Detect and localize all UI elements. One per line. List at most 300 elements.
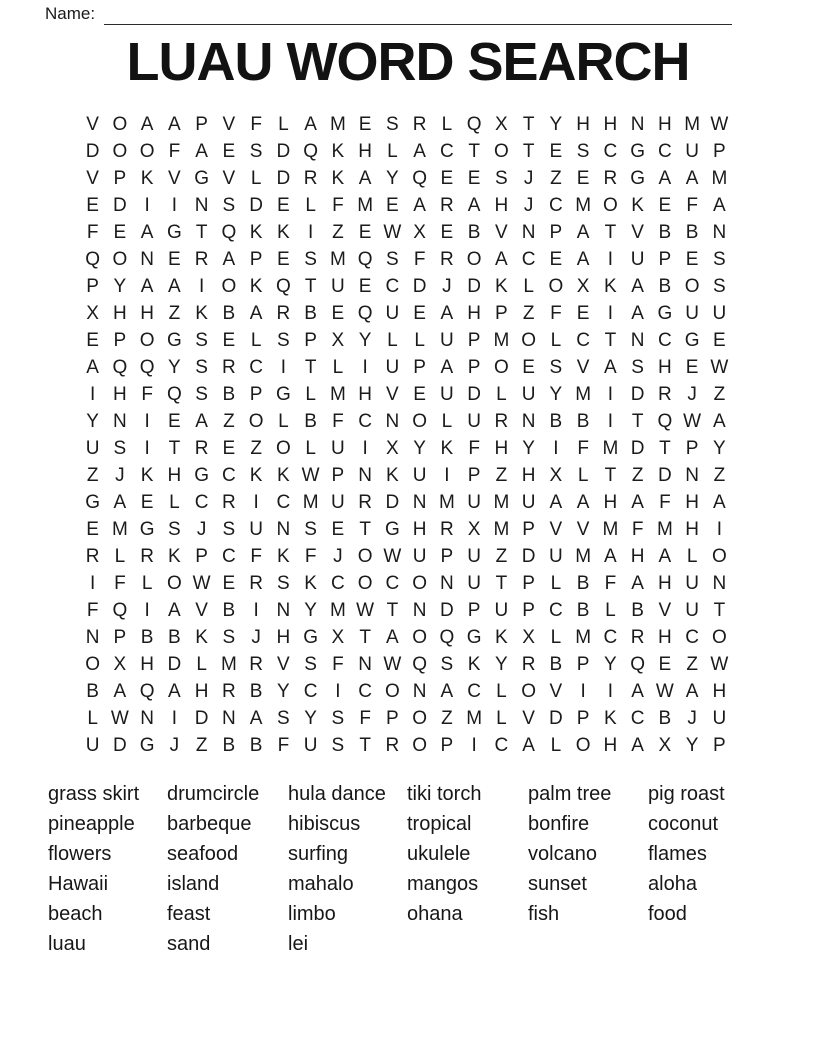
grid-letter: P (576, 707, 590, 729)
grid-letter: K (331, 167, 345, 189)
grid-letter: P (195, 113, 208, 135)
grid-letter: B (631, 599, 644, 621)
grid-letter: D (412, 275, 427, 297)
grid-letter: W (383, 545, 402, 567)
grid-letter: E (576, 302, 590, 324)
grid-row (79, 219, 733, 246)
grid-letter: F (250, 545, 262, 567)
grid-letter: S (713, 248, 726, 270)
grid-letter: A (386, 626, 399, 648)
grid-letter: M (575, 383, 592, 405)
grid-letter: X (331, 626, 345, 648)
grid-letter: A (631, 302, 644, 324)
grid-letter: A (304, 113, 317, 135)
grid-letter: B (249, 734, 263, 756)
grid-letter: G (466, 626, 482, 648)
grid-letter: V (86, 113, 99, 135)
grid-letter: Q (166, 383, 182, 405)
grid-letter: Q (630, 653, 646, 675)
grid-letter: N (412, 599, 427, 621)
word-item: surfing (288, 843, 349, 865)
grid-letter: S (440, 653, 454, 675)
grid-letter: O (602, 194, 618, 216)
grid-letter: Z (713, 464, 726, 486)
grid-letter: C (331, 572, 345, 594)
grid-letter: L (550, 572, 562, 594)
grid-letter: Q (357, 302, 373, 324)
grid-letter: V (495, 221, 508, 243)
grid-letter: V (222, 167, 236, 189)
grid-letter: H (494, 194, 509, 216)
grid-letter: N (194, 194, 209, 216)
grid-letter: D (276, 140, 291, 162)
grid-letter: J (169, 734, 180, 756)
grid-letter: W (301, 464, 320, 486)
grid-letter: W (192, 572, 211, 594)
grid-letter: O (248, 410, 264, 432)
grid-letter: C (658, 140, 672, 162)
grid-letter: I (553, 437, 559, 459)
grid-letter: F (577, 437, 589, 459)
grid-letter: U (331, 275, 345, 297)
grid-row (79, 597, 733, 624)
grid-letter: U (521, 383, 536, 405)
grid-row (79, 138, 733, 165)
grid-letter: J (333, 545, 343, 567)
grid-letter: Z (522, 302, 535, 324)
grid-letter: K (604, 275, 617, 297)
grid-letter: W (356, 599, 375, 621)
grid-letter: Y (277, 680, 290, 702)
grid-letter: Y (522, 437, 535, 459)
grid-letter: Z (195, 734, 208, 756)
grid-letter: O (139, 140, 155, 162)
grid-letter: Q (303, 140, 319, 162)
grid-letter: P (113, 626, 127, 648)
grid-letter: X (576, 275, 590, 297)
grid-letter: U (685, 599, 699, 621)
grid-letter: N (113, 410, 127, 432)
grid-letter: N (521, 221, 536, 243)
grid-letter: U (303, 734, 318, 756)
grid-letter: K (331, 140, 345, 162)
grid-letter: Q (657, 410, 673, 432)
grid-letter: L (387, 329, 398, 351)
grid-letter: U (685, 572, 699, 594)
grid-letter: W (710, 356, 729, 378)
grid-letter: Y (495, 653, 508, 675)
grid-letter: E (713, 329, 726, 351)
grid-letter: I (253, 599, 259, 621)
grid-letter: F (141, 383, 153, 405)
grid-letter: H (167, 464, 182, 486)
grid-letter: W (110, 707, 129, 729)
grid-letter: R (603, 167, 618, 189)
word-list (0, 779, 816, 989)
grid-letter: A (604, 356, 617, 378)
grid-letter: P (713, 140, 726, 162)
grid-letter: O (466, 248, 482, 270)
grid-letter: P (440, 545, 454, 567)
grid-letter: Q (466, 113, 482, 135)
grid-letter: G (139, 518, 155, 540)
grid-letter: O (493, 356, 509, 378)
grid-letter: C (549, 194, 563, 216)
grid-letter: H (685, 518, 699, 540)
word-item: coconut (648, 813, 719, 835)
grid-letter: R (494, 410, 509, 432)
grid-letter: U (412, 464, 427, 486)
grid-letter: J (687, 383, 697, 405)
grid-letter: U (712, 707, 727, 729)
grid-letter: H (467, 302, 481, 324)
grid-letter: A (140, 275, 154, 297)
grid-letter: C (249, 356, 263, 378)
grid-letter: L (387, 140, 398, 162)
grid-letter: O (412, 707, 428, 729)
grid-letter: V (195, 599, 208, 621)
grid-letter: U (440, 383, 454, 405)
grid-letter: Q (221, 221, 237, 243)
grid-letter: R (630, 626, 645, 648)
grid-letter: E (467, 167, 481, 189)
grid-letter: D (167, 653, 182, 675)
name-label: Name: (45, 4, 96, 23)
grid-letter: J (251, 626, 261, 648)
grid-letter: Q (85, 248, 101, 270)
grid-letter: O (384, 680, 400, 702)
grid-letter: M (493, 518, 510, 540)
grid-letter: X (386, 437, 399, 459)
grid-letter: E (549, 248, 563, 270)
grid-letter: F (304, 545, 317, 567)
grid-letter: U (385, 356, 400, 378)
grid-letter: A (249, 302, 263, 324)
grid-letter: I (444, 464, 450, 486)
grid-letter: K (631, 194, 644, 216)
word-item: Hawaii (48, 873, 109, 895)
grid-letter: Z (495, 464, 508, 486)
grid-letter: P (549, 221, 563, 243)
grid-letter: C (440, 140, 454, 162)
grid-letter: E (386, 194, 399, 216)
grid-letter: P (249, 248, 263, 270)
grid-letter: C (358, 680, 372, 702)
grid-letter: T (604, 329, 617, 351)
grid-letter: C (222, 464, 236, 486)
grid-letter: A (222, 248, 236, 270)
grid-letter: B (549, 410, 563, 432)
word-item: tiki torch (407, 783, 482, 805)
grid-letter: X (113, 653, 127, 675)
word-item: pig roast (648, 783, 725, 805)
grid-letter: V (386, 383, 399, 405)
grid-letter: G (194, 167, 210, 189)
grid-letter: E (113, 221, 127, 243)
grid-letter: O (412, 734, 428, 756)
grid-letter: E (658, 653, 672, 675)
grid-letter: O (412, 410, 428, 432)
grid-row (79, 111, 733, 138)
grid-letter: O (575, 734, 591, 756)
grid-letter: Z (441, 707, 453, 729)
grid-letter: N (358, 464, 372, 486)
grid-letter: D (549, 707, 563, 729)
grid-letter: G (85, 491, 101, 513)
grid-letter: H (685, 491, 699, 513)
grid-letter: I (280, 356, 287, 378)
grid-letter: L (87, 707, 98, 729)
grid-letter: E (413, 302, 426, 324)
grid-letter: N (385, 410, 400, 432)
grid-letter: S (277, 572, 290, 594)
word-column (48, 779, 139, 959)
grid-row (79, 165, 733, 192)
word-item: mangos (407, 873, 479, 895)
grid-letter: H (603, 734, 618, 756)
grid-letter: C (194, 491, 209, 513)
grid-letter: B (249, 680, 263, 702)
grid-letter: Q (275, 275, 291, 297)
grid-letter: Q (357, 248, 373, 270)
grid-letter: C (603, 140, 618, 162)
grid-letter: A (549, 491, 563, 513)
grid-letter: O (548, 275, 564, 297)
grid-letter: P (522, 572, 535, 594)
grid-letter: M (684, 113, 701, 135)
grid-letter: A (168, 113, 181, 135)
grid-letter: A (168, 599, 181, 621)
grid-letter: P (522, 599, 535, 621)
grid-letter: C (467, 680, 481, 702)
grid-letter: F (168, 140, 181, 162)
grid-letter: C (630, 707, 645, 729)
grid-letter: A (522, 734, 535, 756)
grid-letter: C (358, 410, 372, 432)
grid-letter: P (249, 383, 263, 405)
grid-letter: X (86, 302, 99, 324)
grid-letter: H (603, 491, 618, 513)
grid-letter: A (685, 680, 699, 702)
grid-letter: Q (112, 599, 128, 621)
grid-letter: T (495, 572, 508, 594)
grid-letter: V (168, 167, 181, 189)
grid-letter: I (307, 221, 314, 243)
name-row (45, 3, 732, 25)
grid-letter: H (412, 518, 427, 540)
word-item: bonfire (528, 813, 590, 835)
grid-letter: G (657, 302, 673, 324)
grid-letter: B (304, 302, 317, 324)
grid-letter: T (468, 140, 480, 162)
grid-letter: K (140, 464, 154, 486)
grid-letter: E (549, 140, 563, 162)
grid-letter: P (467, 356, 481, 378)
grid-letter: R (440, 248, 454, 270)
grid-letter: V (522, 707, 535, 729)
grid-letter: D (194, 707, 209, 729)
grid-letter: V (277, 653, 290, 675)
grid-letter: T (386, 599, 399, 621)
grid-letter: R (222, 356, 236, 378)
grid-letter: L (496, 383, 507, 405)
grid-letter: P (440, 734, 454, 756)
grid-letter: L (414, 329, 425, 351)
grid-letter: K (277, 464, 290, 486)
grid-letter: R (249, 653, 263, 675)
grid-letter: C (521, 248, 536, 270)
grid-row (79, 354, 733, 381)
grid-letter: I (253, 491, 259, 513)
grid-letter: B (658, 707, 672, 729)
grid-letter: S (304, 518, 317, 540)
grid-letter: B (576, 572, 590, 594)
grid-letter: T (359, 518, 371, 540)
grid-letter: H (603, 113, 618, 135)
grid-letter: U (467, 410, 481, 432)
grid-letter: T (713, 599, 726, 621)
grid-letter: L (441, 113, 453, 135)
grid-letter: Z (631, 464, 644, 486)
grid-letter: H (576, 113, 590, 135)
grid-letter: T (304, 275, 317, 297)
grid-letter: R (194, 437, 209, 459)
grid-letter: Q (139, 680, 155, 702)
grid-letter: L (141, 572, 153, 594)
grid-letter: P (495, 302, 508, 324)
grid-letter: A (113, 680, 127, 702)
grid-letter: A (413, 140, 426, 162)
grid-letter: K (249, 275, 263, 297)
grid-letter: L (250, 329, 262, 351)
grid-letter: E (413, 383, 426, 405)
grid-letter: S (277, 329, 290, 351)
grid-letter: S (386, 248, 399, 270)
grid-letter: A (440, 356, 454, 378)
grid-letter: E (222, 140, 236, 162)
grid-letter: V (549, 518, 563, 540)
grid-letter: R (358, 491, 372, 513)
grid-letter: B (658, 221, 672, 243)
grid-letter: K (195, 302, 208, 324)
grid-letter: R (276, 302, 291, 324)
grid-letter: I (607, 383, 614, 405)
grid-letter: U (331, 437, 345, 459)
grid-letter: B (685, 221, 699, 243)
grid-letter: L (196, 653, 207, 675)
grid-letter: R (412, 113, 427, 135)
grid-letter: C (603, 626, 618, 648)
grid-letter: M (711, 167, 728, 189)
grid-letter: E (86, 518, 99, 540)
grid-letter: X (549, 464, 563, 486)
grid-letter: A (631, 734, 644, 756)
grid-letter: E (658, 194, 672, 216)
grid-letter: P (304, 329, 317, 351)
grid-letter: J (196, 518, 207, 540)
grid-letter: I (716, 518, 723, 540)
grid-letter: B (222, 734, 236, 756)
grid-letter: M (602, 437, 619, 459)
grid-letter: N (685, 464, 699, 486)
grid-letter: V (86, 167, 99, 189)
grid-letter: U (712, 302, 727, 324)
grid-letter: T (659, 437, 671, 459)
grid-letter: R (303, 167, 318, 189)
grid-row (79, 246, 733, 273)
grid-letter: B (467, 221, 481, 243)
grid-letter: T (604, 221, 617, 243)
grid-letter: R (222, 491, 236, 513)
grid-letter: A (440, 680, 454, 702)
grid-letter: K (495, 626, 508, 648)
grid-letter: S (168, 518, 181, 540)
word-item: volcano (528, 843, 597, 865)
grid-letter: K (440, 437, 454, 459)
grid-letter: A (576, 491, 590, 513)
grid-letter: D (630, 383, 645, 405)
grid-letter: N (358, 653, 372, 675)
grid-letter: F (277, 734, 290, 756)
grid-letter: W (655, 680, 674, 702)
grid-letter: S (549, 356, 563, 378)
grid-letter: I (362, 437, 368, 459)
grid-letter: F (604, 572, 617, 594)
grid-letter: T (195, 221, 208, 243)
grid-letter: N (630, 329, 645, 351)
grid-letter: A (713, 194, 726, 216)
grid-letter: N (276, 518, 291, 540)
grid-letter: U (412, 545, 427, 567)
grid-letter: D (85, 140, 100, 162)
grid-letter: A (685, 167, 699, 189)
word-item: pineapple (48, 813, 135, 835)
grid-letter: M (111, 518, 128, 540)
grid-letter: G (166, 221, 182, 243)
grid-letter: U (249, 518, 263, 540)
grid-letter: K (277, 221, 290, 243)
grid-letter: J (687, 707, 697, 729)
grid-letter: U (494, 599, 509, 621)
grid-letter: M (302, 491, 319, 513)
grid-letter: B (549, 653, 563, 675)
grid-letter: V (576, 356, 590, 378)
grid-letter: I (362, 356, 368, 378)
grid-letter: K (195, 626, 208, 648)
grid-letter: M (493, 329, 510, 351)
word-item: palm tree (528, 783, 612, 805)
grid-letter: O (221, 275, 237, 297)
grid-letter: U (521, 491, 536, 513)
grid-letter: W (383, 221, 402, 243)
grid-letter: V (576, 518, 590, 540)
word-item: hibiscus (288, 813, 361, 835)
grid-letter: Q (139, 356, 155, 378)
grid-letter: Y (304, 707, 317, 729)
grid-letter: O (357, 545, 373, 567)
grid-letter: A (576, 248, 590, 270)
grid-letter: H (658, 113, 672, 135)
grid-letter: B (304, 410, 317, 432)
grid-letter: A (140, 113, 154, 135)
grid-letter: I (171, 194, 178, 216)
grid-letter: D (249, 194, 263, 216)
grid-letter: F (631, 518, 644, 540)
word-item: seafood (167, 843, 239, 865)
grid-letter: U (85, 734, 100, 756)
grid-letter: N (521, 410, 536, 432)
grid-letter: R (249, 572, 263, 594)
